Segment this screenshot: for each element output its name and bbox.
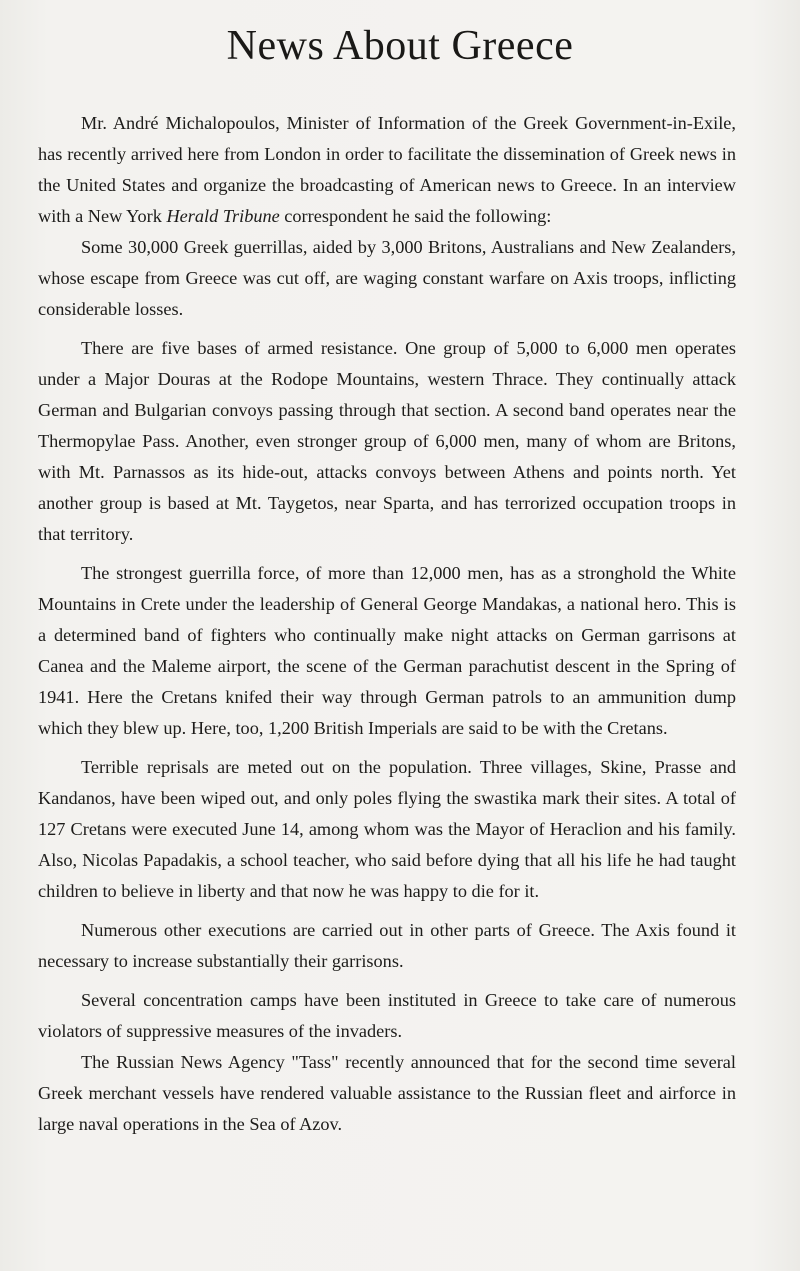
paragraph-reprisals: Terrible reprisals are meted out on the population. Three villages, Skine, Prasse and Kandanos, have been wiped out, and only poles flying the swastika mark their sites. A total of 127 Cretans were executed June 14, among whom was the Mayor of Heraclion and his family. Also, Nicolas Papadakis, a school teacher, who said before dying that all his life he had taught children to believe in liberty and that now he was happy to die for it. <box>38 757 736 901</box>
paragraph-intro-text-before: Mr. André Michalopoulos, Minister of Information of the Greek Government-in-Exile, has recently arrived here from London in order to facilitate the dissemination of Greek news in the United States and organize the broadcasting of American news to Greece. In an interview with a New York <box>38 113 736 226</box>
paragraph-merchant-vessels: The Russian News Agency "Tass" recently announced that for the second time several Greek merchant vessels have rendered valuable assistance to the Russian fleet and airforce in large naval operations in the Sea of Azov. <box>38 1052 736 1134</box>
paragraph-guerrillas: Some 30,000 Greek guerrillas, aided by 3,000 Britons, Australians and New Zealanders, whose escape from Greece was cut off, are waging constant warfare on Axis troops, inflicting considerable losses. <box>38 237 736 319</box>
paragraph-intro-text-after: correspondent he said the following: <box>279 206 552 226</box>
paragraph-concentration-camps: Several concentration camps have been instituted in Greece to take care of numerous violators of suppressive measures of the invaders. <box>38 990 736 1041</box>
paragraph-intro <box>38 108 736 232</box>
page-title: News About Greece <box>226 23 574 69</box>
paragraph-crete-force: The strongest guerrilla force, of more than 12,000 men, has as a stronghold the White Mountains in Crete under the leadership of General George Mandakas, a national hero. This is a determined band of fighters who continually make night attacks on German garrisons at Canea and the Maleme airport, the scene of the German parachutist descent in the Spring of 1941. Here the Cretans knifed their way through German patrols to an ammunition dump which they blew up. Here, too, 1,200 British Imperials are said to be with the Cretans. <box>38 563 736 738</box>
paragraph-executions: Numerous other executions are carried out in other parts of Greece. The Axis found it necessary to increase substantially their garrisons. <box>38 920 736 971</box>
article-body <box>38 108 736 1140</box>
paragraph-resistance-bases: There are five bases of armed resistance. One group of 5,000 to 6,000 men operates under a Major Douras at the Rodope Mountains, western Thrace. They continually attack German and Bulgarian convoys passing through that section. A second band operates near the Thermopylae Pass. Another, even stronger group of 6,000 men, many of whom are Britons, with Mt. Parnassos as its hide-out, attacks convoys between Athens and points north. Yet another group is based at Mt. Taygetos, near Sparta, and has terrorized occupation troops in that territory. <box>38 338 736 544</box>
newspaper-name: Herald Tribune <box>166 206 280 226</box>
